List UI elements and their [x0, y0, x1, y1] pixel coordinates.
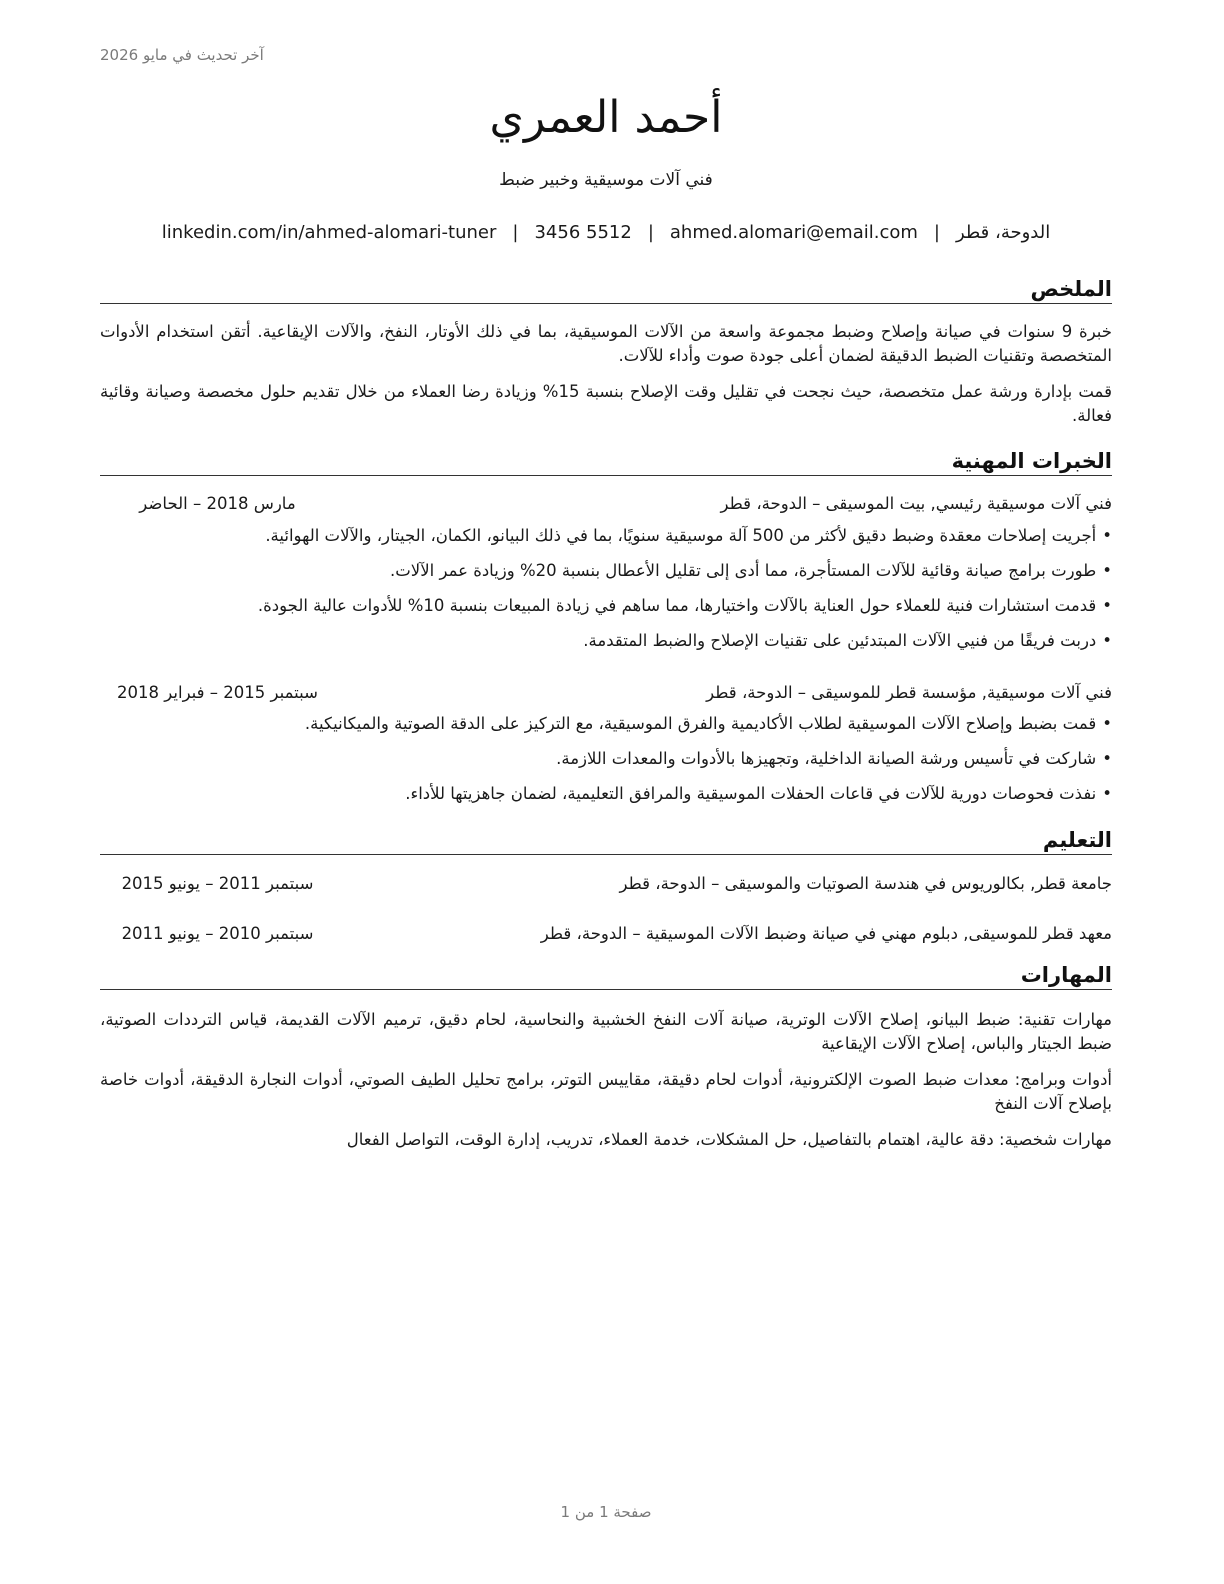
bullet-dot-icon: •: [1102, 526, 1112, 545]
job-header: [100, 681, 1112, 705]
job-dates: مارس 2018 – الحاضر: [139, 494, 296, 513]
education-entry: [100, 922, 1112, 946]
contact-linkedin[interactable]: linkedin.com/in/ahmed-alomari-tuner: [161, 222, 497, 243]
skills-item: مهارات تقنية: ضبط البيانو، إصلاح الآلات الوترية، صيانة آلات النفخ الخشبية والنحاسية، لحام دقيق، ترميم الآلات القديمة، قياس الترددات الصوتية، ضبط الجيتار والباس، إصلاح الآلات الإيقاعية: [100, 1010, 1112, 1053]
job-role: فني آلات موسيقية, مؤسسة قطر للموسيقى – الدوحة، قطر: [706, 683, 1112, 702]
bullet-dot-icon: •: [1102, 784, 1112, 803]
last-updated-note: آخر تحديث في مايو 2026: [100, 46, 264, 64]
bullet-dot-icon: •: [1102, 596, 1112, 615]
education-dates: سبتمبر 2010 – يونيو 2011: [121, 924, 314, 943]
job-bullet: •شاركت في تأسيس ورشة الصيانة الداخلية، وتجهيزها بالأدوات والمعدات اللازمة.: [100, 747, 1112, 771]
skills-item: مهارات شخصية: دقة عالية، اهتمام بالتفاصيل، حل المشكلات، خدمة العملاء، تدريب، إدارة الوقت، التواصل الفعال: [346, 1130, 1112, 1149]
contact-phone[interactable]: 3456 5512: [534, 222, 632, 243]
skills-item: أدوات وبرامج: معدات ضبط الصوت الإلكترونية، أدوات لحام دقيقة، مقاييس التوتر، برامج تحليل الطيف الصوتي، أدوات النجارة الدقيقة، أدوات خاصة بإصلاح آلات النفخ: [100, 1070, 1112, 1113]
job-role: فني آلات موسيقية رئيسي, بيت الموسيقى – الدوحة، قطر: [720, 494, 1112, 513]
contact-separator: |: [933, 222, 940, 243]
job-bullet: •دربت فريقًا من فنيي الآلات المبتدئين على تقنيات الإصلاح والضبط المتقدمة.: [100, 629, 1112, 653]
contact-location: الدوحة، قطر: [955, 222, 1051, 243]
job-dates: سبتمبر 2015 – فبراير 2018: [117, 683, 318, 702]
bullet-dot-icon: •: [1102, 714, 1112, 733]
bullet-dot-icon: •: [1102, 631, 1112, 650]
contact-separator: |: [647, 222, 654, 243]
education-entry: [100, 872, 1112, 896]
page-number: صفحة 1 من 1: [560, 1503, 652, 1521]
skills-heading: المهارات: [100, 962, 1112, 990]
resume-page: [100, 0, 1112, 1584]
education-heading: التعليم: [100, 827, 1112, 855]
job-bullet: •نفذت فحوصات دورية للآلات في قاعات الحفلات الموسيقية والمرافق التعليمية، لضمان جاهزيتها للأداء.: [100, 782, 1112, 806]
job-header: [100, 492, 1112, 516]
candidate-title: فني آلات موسيقية وخبير ضبط: [499, 170, 713, 190]
job-bullet: •قمت بضبط وإصلاح الآلات الموسيقية لطلاب الأكاديمية والفرق الموسيقية، مع التركيز على الدقة الصوتية والميكانيكية.: [100, 712, 1112, 736]
bullet-dot-icon: •: [1102, 561, 1112, 580]
summary-paragraph: قمت بإدارة ورشة عمل متخصصة، حيث نجحت في تقليل وقت الإصلاح بنسبة 15% وزيادة رضا العملاء من خلال تقديم حلول مخصصة وصيانة وقائية فعالة.: [100, 382, 1112, 425]
education-degree: جامعة قطر, بكالوريوس في هندسة الصوتيات والموسيقى – الدوحة، قطر: [619, 874, 1112, 893]
summary-paragraph: خبرة 9 سنوات في صيانة وإصلاح وضبط مجموعة واسعة من الآلات الموسيقية، بما في ذلك الأوتار، النفخ، والآلات الإيقاعية. أتقن استخدام الأدوات المتخصصة وتقنيات الضبط الدقيقة لضمان أعلى جودة صوت وأداء للآلات.: [100, 322, 1112, 365]
bullet-dot-icon: •: [1102, 749, 1112, 768]
candidate-name: أحمد العمري: [489, 92, 723, 143]
contact-email[interactable]: ahmed.alomari@email.com: [669, 222, 918, 243]
contact-line: [100, 222, 1112, 243]
summary-heading: الملخص: [100, 276, 1112, 304]
education-dates: سبتمبر 2011 – يونيو 2015: [121, 874, 314, 893]
job-bullet: •أجريت إصلاحات معقدة وضبط دقيق لأكثر من 500 آلة موسيقية سنويًا، بما في ذلك البيانو، الكمان، الجيتار، والآلات الهوائية.: [100, 524, 1112, 548]
experience-heading: الخبرات المهنية: [100, 448, 1112, 476]
job-bullet: •قدمت استشارات فنية للعملاء حول العناية بالآلات واختيارها، مما ساهم في زيادة المبيعات بنسبة 10% للأدوات عالية الجودة.: [100, 594, 1112, 618]
education-degree: معهد قطر للموسيقى, دبلوم مهني في صيانة وضبط الآلات الموسيقية – الدوحة، قطر: [540, 924, 1112, 943]
contact-separator: |: [512, 222, 519, 243]
job-bullet: •طورت برامج صيانة وقائية للآلات المستأجرة، مما أدى إلى تقليل الأعطال بنسبة 20% وزيادة عمر الآلات.: [100, 559, 1112, 583]
